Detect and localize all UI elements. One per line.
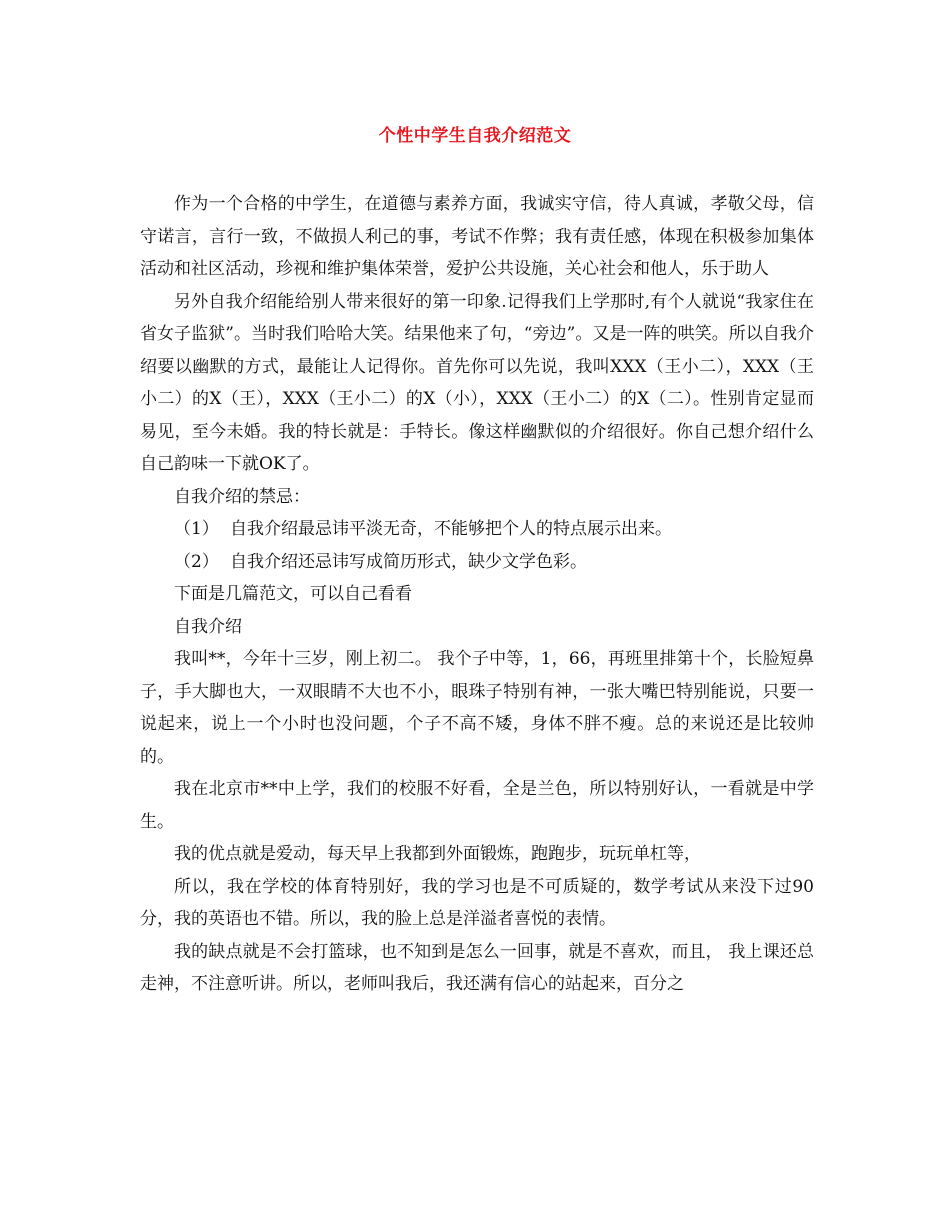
document-body: [140, 188, 814, 1001]
paragraph-taboos-heading: 自我介绍的禁忌：: [174, 486, 310, 507]
taboo-item-1: [140, 513, 814, 546]
paragraph-sample-heading: 自我介绍: [174, 616, 242, 637]
taboo-text: 自我介绍还忌讳写成简历形式，缺少文学色彩。: [230, 551, 587, 572]
paragraph-sample-strengths: 我的优点就是爱动，每天早上我都到外面锻炼，跑跑步，玩玩单杠等，: [174, 844, 701, 864]
taboo-text: 自我介绍最忌讳平淡无奇，不能够把个人的特点展示出来。: [230, 519, 672, 539]
paragraph-virtues: 作为一个合格的中学生，在道德与素养方面，我诚实守信，待人真诚，孝敬父母，信守诺言，言行一致，不做损人利己的事，考试不作弊；我有责任感，体现在积极参加集体活动和社区活动，珍视和维护集体荣誉，爱护公共设施，关心社会和他人，乐于助人: [140, 194, 814, 279]
paragraph-sample-study: 所以，我在学校的体育特别好，我的学习也是不可质疑的，数学考试从来没下过90分，我的英语也不错。所以，我的脸上总是洋溢者喜悦的表情。: [140, 876, 814, 929]
document-title: 个性中学生自我介绍范文: [378, 126, 572, 146]
taboo-number: （1）: [174, 519, 219, 539]
paragraph-sample-school: 我在北京市**中上学，我们的校服不好看，全是兰色，所以特别好认，一看就是中学生。: [140, 779, 814, 832]
taboo-item-2: [140, 546, 814, 579]
paragraph-humor: 另外自我介绍能给别人带来很好的第一印象.记得我们上学那时,有个人就说“我家住在省女子监狱”。当时我们哈哈大笑。结果他来了句，“旁边”。又是一阵的哄笑。所以自我介绍要以幽默的方式，最能让人记得你。首先你可以先说，我叫XXX（王小二），XXX（王小二）的X（王），XXX（王小二）的X（小），XXX（王小二）的X（二）。性别肯定显而易见，至今未婚。我的特长就是：手特长。像这样幽默似的介绍很好。你自己想介绍什么自己韵味一下就OK了。: [140, 291, 814, 474]
paragraph-sample-appearance: 我叫**，今年十三岁，刚上初二。 我个子中等，1，66，再班里排第十个，长脸短鼻子，手大脚也大，一双眼睛不大也不小，眼珠子特别有神，一张大嘴巴特别能说，只要一说起来，说上一个小时也没问题，个子不高不矮，身体不胖不瘦。总的来说还是比较帅的。: [140, 649, 814, 767]
taboo-number: （2）: [174, 551, 219, 572]
paragraph-samples-intro: 下面是几篇范文，可以自己看看: [174, 584, 412, 604]
paragraph-sample-weaknesses: 我的缺点就是不会打篮球，也不知到是怎么一回事，就是不喜欢，而且， 我上课还总走神，不注意听讲。所以，老师叫我后，我还满有信心的站起来，百分之: [140, 941, 814, 994]
